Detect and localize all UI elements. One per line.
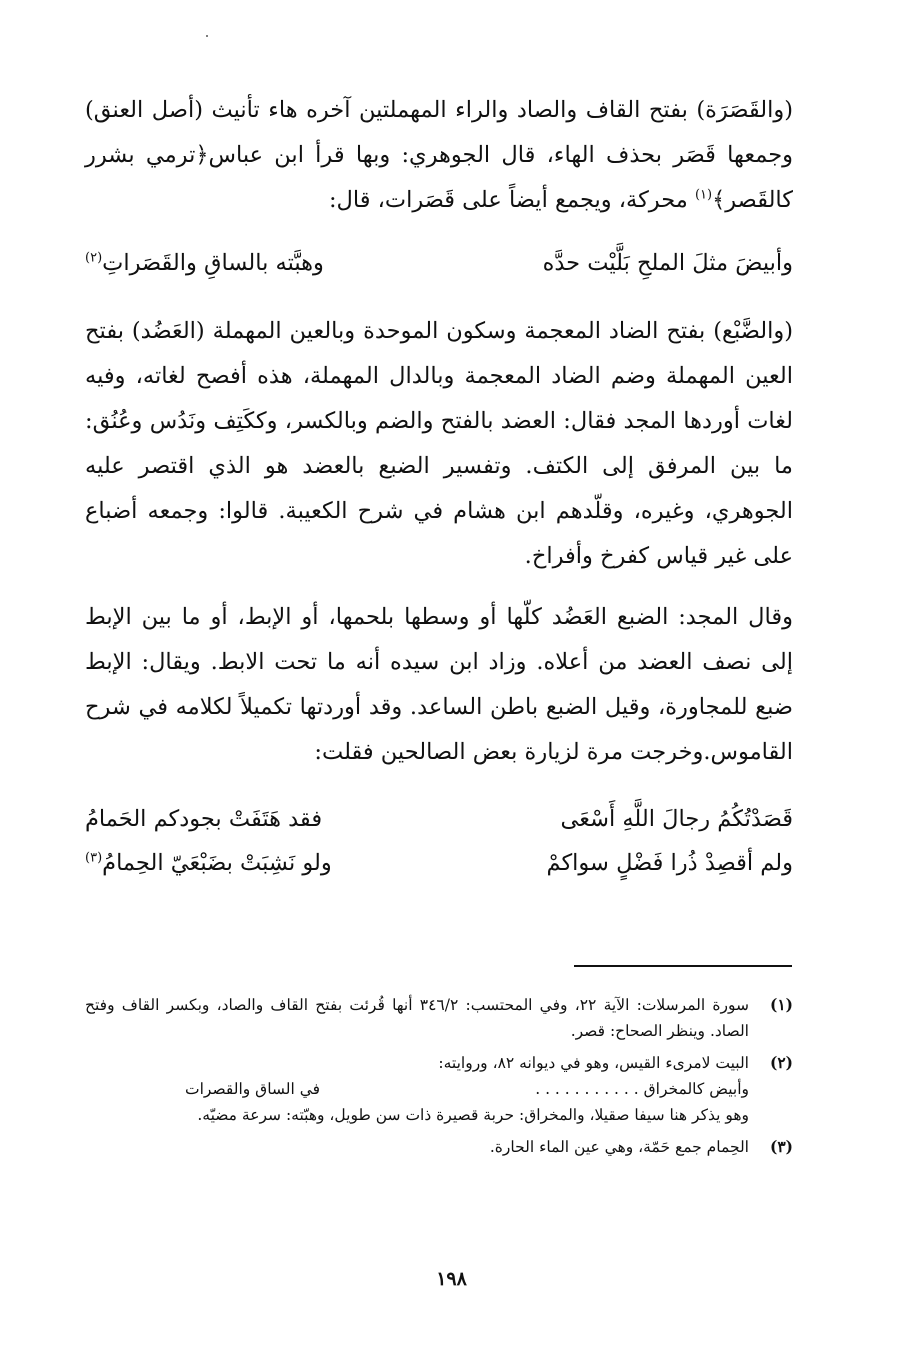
main-text [85, 88, 793, 885]
hemistich-second-text: ولو نَشِبَتْ بضَبْعَيّ الحِمامُ [102, 850, 332, 876]
verse-row-1 [85, 797, 793, 841]
hemistich-second-text: وهبَّته بالساقِ والقَصَراتِ [102, 250, 324, 276]
hemistich-first: وأبيضَ مثلَ الملحِ بَلَّيْت حدَّه [542, 250, 793, 276]
paragraph-text-tail: محركة، ويجمع أيضاً على قَصَرات، قال: [328, 187, 695, 213]
footnote-ref-2: (٢) [85, 250, 103, 266]
footnote-ref-3: (٣) [85, 850, 103, 866]
footnote-text: البيت لامرىء القيس، وهو في ديوانه ٨٢، وروايته: [438, 1054, 749, 1072]
verse-row-2 [85, 841, 793, 885]
footnote-verse [85, 1076, 749, 1102]
poem-hamam [85, 797, 793, 885]
verse-row [85, 241, 793, 285]
paragraph-qasara [85, 88, 793, 223]
hemistich-second [85, 841, 332, 885]
hemistich-second [85, 241, 324, 285]
footnote-verse-first: وأبيض كالمخراق . . . . . . . . . . . [535, 1080, 749, 1098]
footnote-text: وهو يذكر هنا سيفا صقيلا، والمخراق: حربة قصيرة ذات سن طويل، وهبّته: سرعة مضيّه. [197, 1106, 749, 1124]
footnote-3 [85, 1134, 793, 1160]
page-number: ١٩٨ [436, 1268, 467, 1290]
footnote-body [85, 1050, 749, 1128]
footnotes [85, 992, 793, 1166]
paragraph-text: (والقَصَرَة) بفتح القاف والصاد والراء المهملتين آخره هاء تأنيث (أصل العنق) وجمعها قَصَر بحذف الهاء، قال الجوهري: وبها قرأ ابن عباس﴿ترمي بشرر كالقَصر﴾ [85, 97, 793, 213]
footnote-text: الحِمام جمع حَمّة، وهي عين الماء الحارة. [489, 1138, 749, 1156]
footnote-separator [574, 965, 792, 967]
footnote-verse-second: في الساق والقصرات [185, 1080, 321, 1098]
footnote-number: (١) [769, 995, 793, 1014]
poem-verse-qasarat [85, 241, 793, 285]
footnote-ref-1: (١) [694, 187, 713, 203]
footnote-number: (٣) [769, 1137, 793, 1156]
paragraph-dab: (والضَّبْع) بفتح الضاد المعجمة وسكون الموحدة وبالعين المهملة (العَضُد) بفتح العين المهملة وضم الضاد المعجمة وبالدال المهملة، هذه أفصح لغاته، وفيه لغات أوردها المجد فقال: العضد بالفتح والضم وبالكسر، وككَتِف ونَدُس وعُنُق: ما بين المرفق إلى الكتف. وتفسير الضبع بالعضد هو الذي اقتصر عليه الجوهري، وغيره، وقلّدهم ابن هشام في شرح الكعيبة. قالوا: وجمعه أضباع على غير قياس كفرخ وأفراخ. [85, 318, 793, 569]
footnote-number: (٢) [769, 1053, 793, 1072]
hemistich-first: ولم أقصِدْ ذُرا فَضْلٍ سواكمْ [546, 850, 793, 876]
footnote-1 [85, 992, 793, 1044]
footnote-text: سورة المرسلات: الآية ٢٢، وفي المحتسب: ٣٤٦/٢ أنها قُرئت بفتح القاف والصاد، وبكسر القاف وفتح الصاد. وينظر الصحاح: قصر. [85, 996, 750, 1040]
hemistich-second: فقد هَتَفَتْ بجودكم الحَمامُ [85, 806, 323, 832]
scan-speck [206, 35, 208, 37]
paragraph-majd: وقال المجد: الضبع العَضُد كلّها أو وسطها بلحمها، أو الإبط، أو ما بين الإبط إلى نصف العضد من أعلاه. وزاد ابن سيده أنه ما تحت الابط. ويقال: الإبط ضبع للمجاورة، وقيل الضبع باطن الساعد. وقد أوردتها تكميلاً لكلامه في شرح القاموس.وخرجت مرة لزيارة بعض الصالحين فقلت: [85, 604, 793, 765]
footnote-2 [85, 1050, 793, 1128]
hemistich-first: قَصَدْتُكُمُ رجالَ اللَّهِ أَسْعَى [560, 806, 793, 832]
